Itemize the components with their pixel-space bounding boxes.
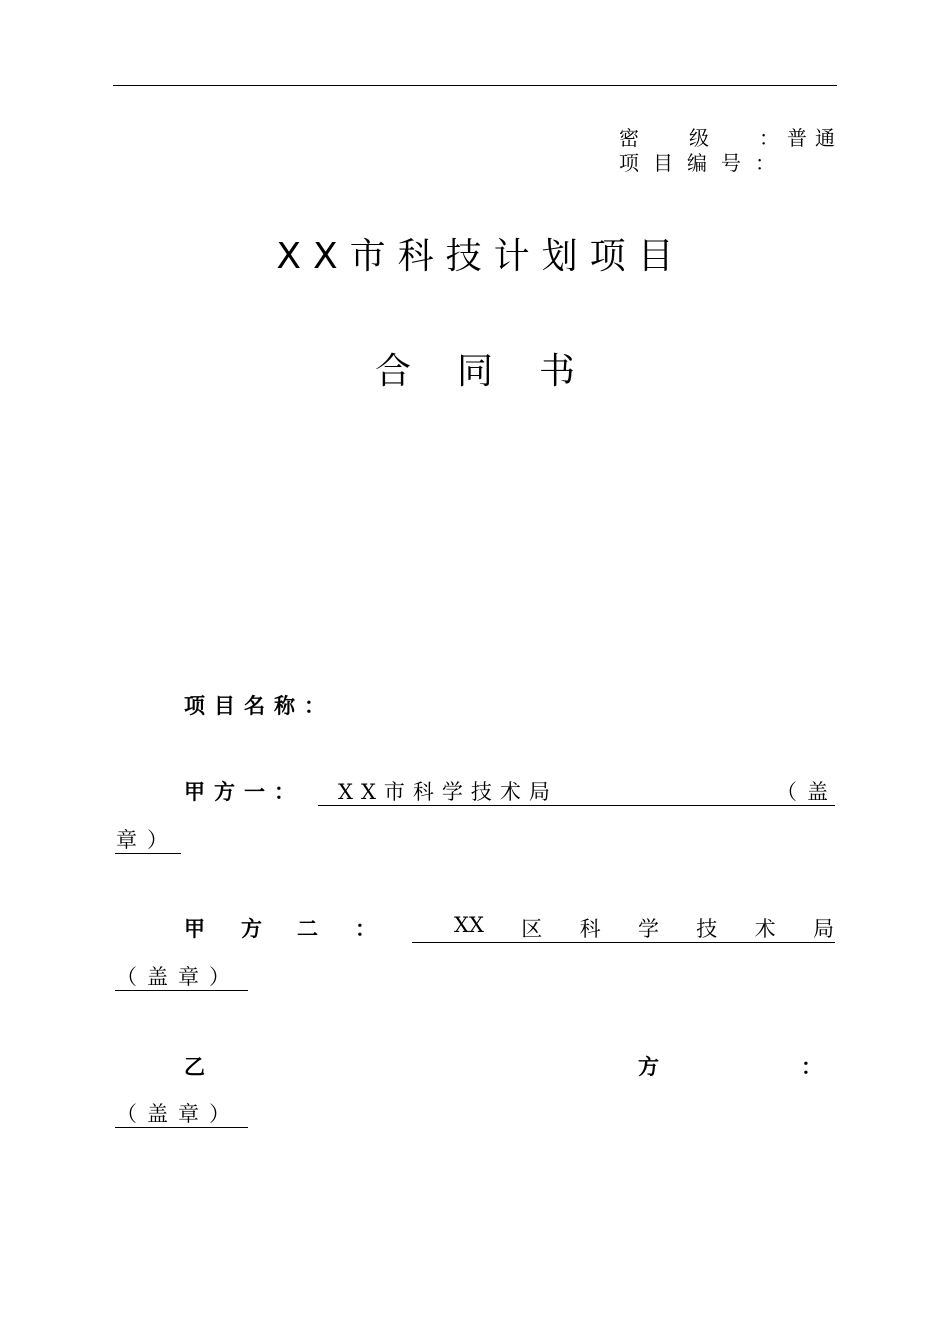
party-b-seal: （盖章） [116,1102,240,1126]
header-rule [113,85,837,86]
party-a2-seal: （盖章） [116,965,240,989]
party-a2-value-char: XX [454,913,484,937]
party-a2-value-char: 科 [579,917,601,941]
party-a1-seal-part1: （盖 [776,780,838,804]
project-number-label: 项目编号 [619,151,755,175]
project-number-colon: ： [755,151,783,175]
secret-level-label: 密级 [619,126,759,150]
party-a2-label-colon: ： [355,917,376,941]
project-number-row [619,151,783,175]
party-a1-label: 甲方一： [184,780,304,804]
party-a2-value-char: 局 [812,917,834,941]
secret-level-row [619,126,843,150]
project-name-label: 项目名称： [184,694,334,718]
party-a2-label-char-1: 甲 [184,917,205,941]
document-subtitle: 合同书 [374,351,621,392]
party-a2-value-char: 技 [696,917,718,941]
secret-level-value: 普通 [787,126,843,150]
document-title: XX市科技计划项目 [276,236,686,277]
party-a1-seal-part2: 章） [116,828,178,852]
party-a1-value: XX市科学技术局 [338,780,558,804]
party-a2-label-char-2: 方 [241,917,262,941]
party-b-label-colon: ： [801,1055,822,1079]
party-a2-label-char-3: 二 [297,917,318,941]
party-a2-value [454,913,834,943]
party-a2-value-char: 区 [521,917,543,941]
party-b-label-char-1: 乙 [184,1055,205,1079]
party-b-label-char-2: 方 [638,1055,659,1079]
secret-level-colon: ： [759,126,787,150]
party-a2-value-char: 学 [637,917,659,941]
party-a2-value-char: 术 [754,917,776,941]
